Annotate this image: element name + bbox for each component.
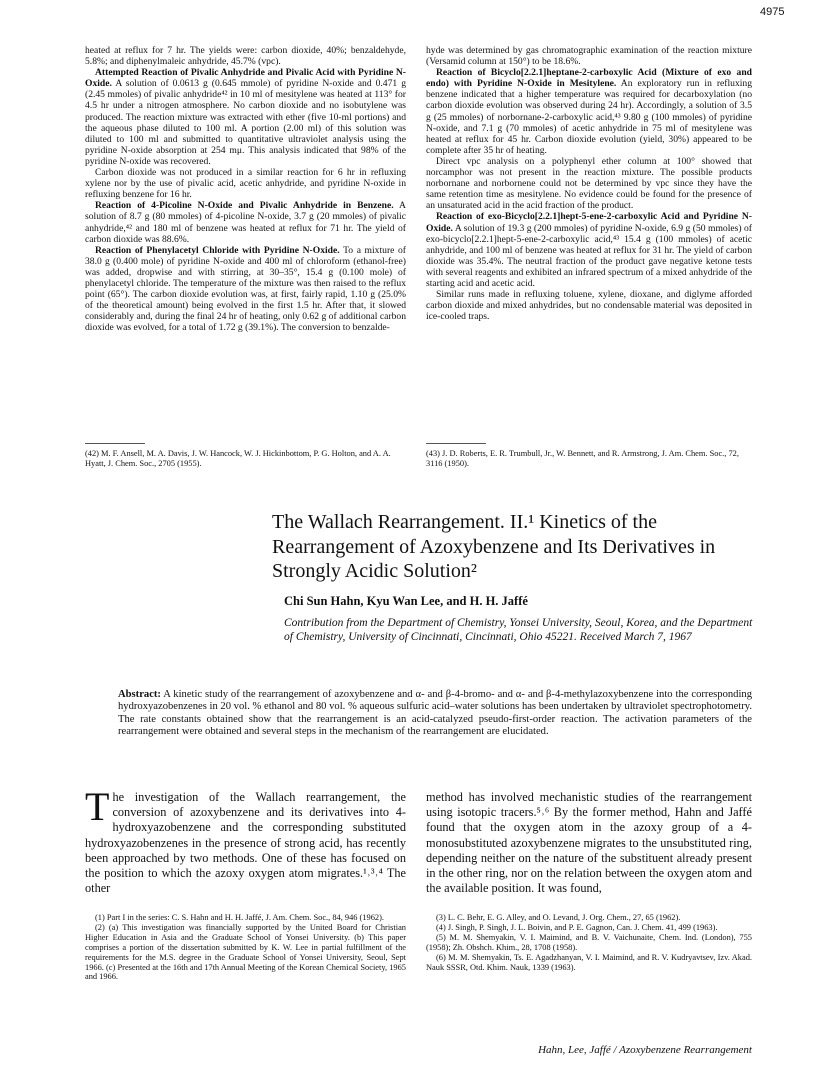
intro-left-column [85,784,406,896]
paragraph [85,67,406,167]
footnote-text: (6) M. M. Shemyakin, Ts. E. Agadzhanyan, V. I. Maimind, and R. V. Kudryavtsev, Izv. Akad. Nauk SSSR, Otd. Khim. Nauk, 1339 (1963). [426,952,752,972]
experimental-left-column [85,45,406,333]
footnote-divider [85,443,145,444]
footnotes-left [85,913,406,982]
footnote-42 [85,449,406,469]
footnote-text: (3) L. C. Behr, E. G. Alley, and O. Levand, J. Org. Chem., 27, 65 (1962). [436,913,681,922]
paragraph-heading: Reaction of Phenylacetyl Chloride with Pyridine N-Oxide. [95,244,340,256]
paragraph-text: An exploratory run in refluxing benzene indicated that a higher temperature was required for decarboxylation (no carbon dioxide evolution was observed during 24 hr). Accordingly, a solution of 3.5 g (25 mmoles) of norbornane-2-carboxylic acid,⁴³ 9.80 g (100 mmoles) of pyridine N-oxide, and 7.1 g (70 mmoles) of acetic anhydride in 75 ml of mesitylene was heated at reflux for 45 hr. Carbon dioxide evolution (yield, 30%) appeared to be complete after 35 hr of heating. [426,78,752,156]
abstract-text: A kinetic study of the rearrangement of azoxybenzene and α- and β-4-bromo- and α- and β-4-methylazoxybenzene into the corresponding hydroxyazobenzenes in 20 vol. % ethanol and 80 vol. % aqueous sulfuric acid–water solutions has been undertaken by ultraviolet spectrophotometry. The rate constants obtained show that the rearrangement is an acid-catalyzed pseudo-first-order reaction. The activation parameters of the rearrangement were obtained and several steps in the mechanism of the rearrangement are elucidated. [118,689,752,738]
paragraph-heading: Reaction of Bicyclo[2.2.1]heptane-2-carboxylic Acid (Mixture of exo and endo) with Pyridine N-Oxide in Mesitylene. [426,67,752,90]
paragraph-text: A solution of 0.0613 g (0.645 mmole) of pyridine N-oxide and 0.471 g (2.45 mmoles) of pivalic anhydride⁴² in 10 ml of mesitylene was heated at 113° for 4.5 hr under a nitrogen atmosphere. No carbon dioxide and no isobutylene was produced. The reaction mixture was extracted with ether (five 10-ml portions) and the aqueous phase diluted to 100 ml. A portion (2.00 ml) of this solution was diluted to 100 ml and submitted to quantitative ultraviolet analysis using the pyridine N-oxide absorption at 254 mμ. This analysis indicated that 98% of the pyridine N-oxide was recovered. [85,78,406,167]
paragraph: method has involved mechanistic studies of the rearrangement using isotopic tracers.⁵˒⁶ By the former method, Hahn and Jaffé found that the oxygen atom in the azoxy group of a 4-monosubstituted azoxybenzene migrates to the unsubstituted ring, depending neither on the nature of the substituent already present in the other ring, nor on the relation between the oxygen atom and the available position. It was found, [426,790,752,896]
footnote-divider [426,443,486,444]
paragraph [85,200,406,244]
paragraph: hyde was determined by gas chromatographic examination of the reaction mixture (Versamid column at 150°) to be 18.6%. [426,45,752,68]
paragraph: heated at reflux for 7 hr. The yields were: carbon dioxide, 40%; benzaldehyde, 5.8%; and diphenylmaleic anhydride, 45.7% (vpc). [85,45,406,68]
paragraph: Direct vpc analysis on a polyphenyl ether column at 100° showed that norcamphor was not present in the reaction mixture. The possible products norbornane and norbornene could not be determined by vpc since they have the same retention time as mesitylene. No evidence could be found for the presence of an unsaturated acid in the acid fraction of the product. [426,155,752,212]
footnote-text: (5) M. M. Shemyakin, V. I. Maimind, and B. V. Vaichunaite, Chem. Ind. (London), 755 (1958); Zh. Obshch. Khim., 28, 1708 (1958). [426,932,752,952]
page-number: 4975 [760,6,785,18]
paragraph [85,784,406,896]
paragraph-heading: Reaction of 4-Picoline N-Oxide and Pivalic Anhydride in Benzene. [95,200,394,212]
footnote-text: (43) J. D. Roberts, E. R. Trumbull, Jr., W. Bennett, and R. Armstrong, J. Am. Chem. Soc., 72, 3116 (1950). [426,449,739,468]
paragraph-text: A solution of 8.7 g (80 mmoles) of 4-picoline N-oxide, 3.7 g (20 mmoles) of pivalic anhydride,⁴² and 180 ml of benzene was heated at reflux for 71 hr. The yield of carbon dioxide was 88.6%. [85,200,406,245]
footnotes-right [426,913,752,972]
article-title: The Wallach Rearrangement. II.¹ Kinetics of the Rearrangement of Azoxybenzene and Its Derivatives in Strongly Acidic Solution² [272,511,716,582]
footnote-43 [426,449,752,469]
paragraph [426,67,752,156]
footnote-text: (4) J. Singh, P. Singh, J. L. Boivin, and P. E. Gagnon, Can. J. Chem. 41, 499 (1963). [436,922,718,932]
affiliation: Contribution from the Department of Chemistry, Yonsei University, Seoul, Korea, and the Department of Chemistry, University of Cincinnati, Cincinnati, Ohio 45221. Received March 7, 1967 [284,617,753,643]
paragraph-text: A solution of 19.3 g (200 mmoles) of pyridine N-oxide, 6.9 g (50 mmoles) of exo-bicyclo[2.2.1]hept-5-ene-2-carboxylic acid,⁴³ 15.4 g (100 mmoles) of acetic anhydride, and 100 ml of benzene was heated at reflux for 31 hr. The yield of carbon dioxide was 35.4%. The neutral fraction of the product gave negative ketone tests with several reagents and exhibited an infrared spectrum of a mixed anhydride of the starting acid and acetic acid. [426,222,752,289]
author-list: Chi Sun Hahn, Kyu Wan Lee, and H. H. Jaffé [284,594,528,608]
experimental-right-column [426,45,752,322]
paragraph-heading: Reaction of exo-Bicyclo[2.2.1]hept-5-ene-2-carboxylic Acid and Pyridine N-Oxide. [426,211,752,234]
paragraph-text: To a mixture of 38.0 g (0.400 mole) of pyridine N-oxide and 400 ml of chloroform (ethanol-free) was added, dropwise and with stirring, at 30–35°, 15.4 g (0.100 mole) of phenylacetyl chloride. The temperature of the mixture was then raised to the reflux point (65°). The carbon dioxide evolution was, at first, fairly rapid, 1.10 g (25.0% of the theoretical amount) being evolved in the first 1.5 hr. After that, it slowed considerably and, during the final 24 hr of heating, only 0.62 g of additional carbon dioxide was evolved, for a total of 1.72 g (39.1%). The conversion to benzalde- [85,244,406,334]
paragraph-heading: Attempted Reaction of Pivalic Anhydride and Pivalic Acid with Pyridine N-Oxide. [85,67,406,90]
intro-right-column [426,790,752,896]
running-footer: Hahn, Lee, Jaffé / Azoxybenzene Rearrangement [538,1044,752,1056]
paragraph: Similar runs made in refluxing toluene, xylene, dioxane, and diglyme afforded carbon dioxide and mixed anhydrides, but no condensable material was deposited in ice-cooled traps. [426,289,752,323]
footnote-text: (1) Part I in the series: C. S. Hahn and H. H. Jaffé, J. Am. Chem. Soc., 84, 946 (1962). [95,913,384,922]
paragraph: Carbon dioxide was not produced in a similar reaction for 6 hr in refluxing xylene nor by the use of pivalic acid, acetic anhydride, and pyridine N-oxide in refluxing benzene for 16 hr. [85,167,406,201]
paragraph [85,245,406,334]
footnote-text: (2) (a) This investigation was financially supported by the United Board for Christian Higher Education in Asia and the Graduate School of Yonsei University. (b) This paper comprises a portion of the dissertation submitted by K. W. Lee in partial fulfillment of the requirements for the M.S. degree in the Graduate School of Yonsei University, Seoul, Sept 1966. (c) Presented at the 16th and 17th Annual Meeting of the Korean Chemical Society, 1965 and 1966. [85,922,406,982]
drop-cap: T [85,784,110,829]
abstract-label: Abstract: [118,689,161,700]
paragraph-text: he investigation of the Wallach rearrangement, the conversion of azoxybenzene and its derivatives into 4-hydroxyazobenzene and the corresponding substituted hydroxyazobenzenes in the presence of strong acid, has recently been approached by two methods. One of these has focused on the position to which the azoxy oxygen atom migrates.¹˒³˒⁴ The other [85,790,406,896]
paragraph [426,211,752,289]
footnote-text: (42) M. F. Ansell, M. A. Davis, J. W. Hancock, W. J. Hickinbottom, P. G. Holton, and A. A. Hyatt, J. Chem. Soc., 2705 (1955). [85,449,391,468]
abstract [118,689,752,739]
